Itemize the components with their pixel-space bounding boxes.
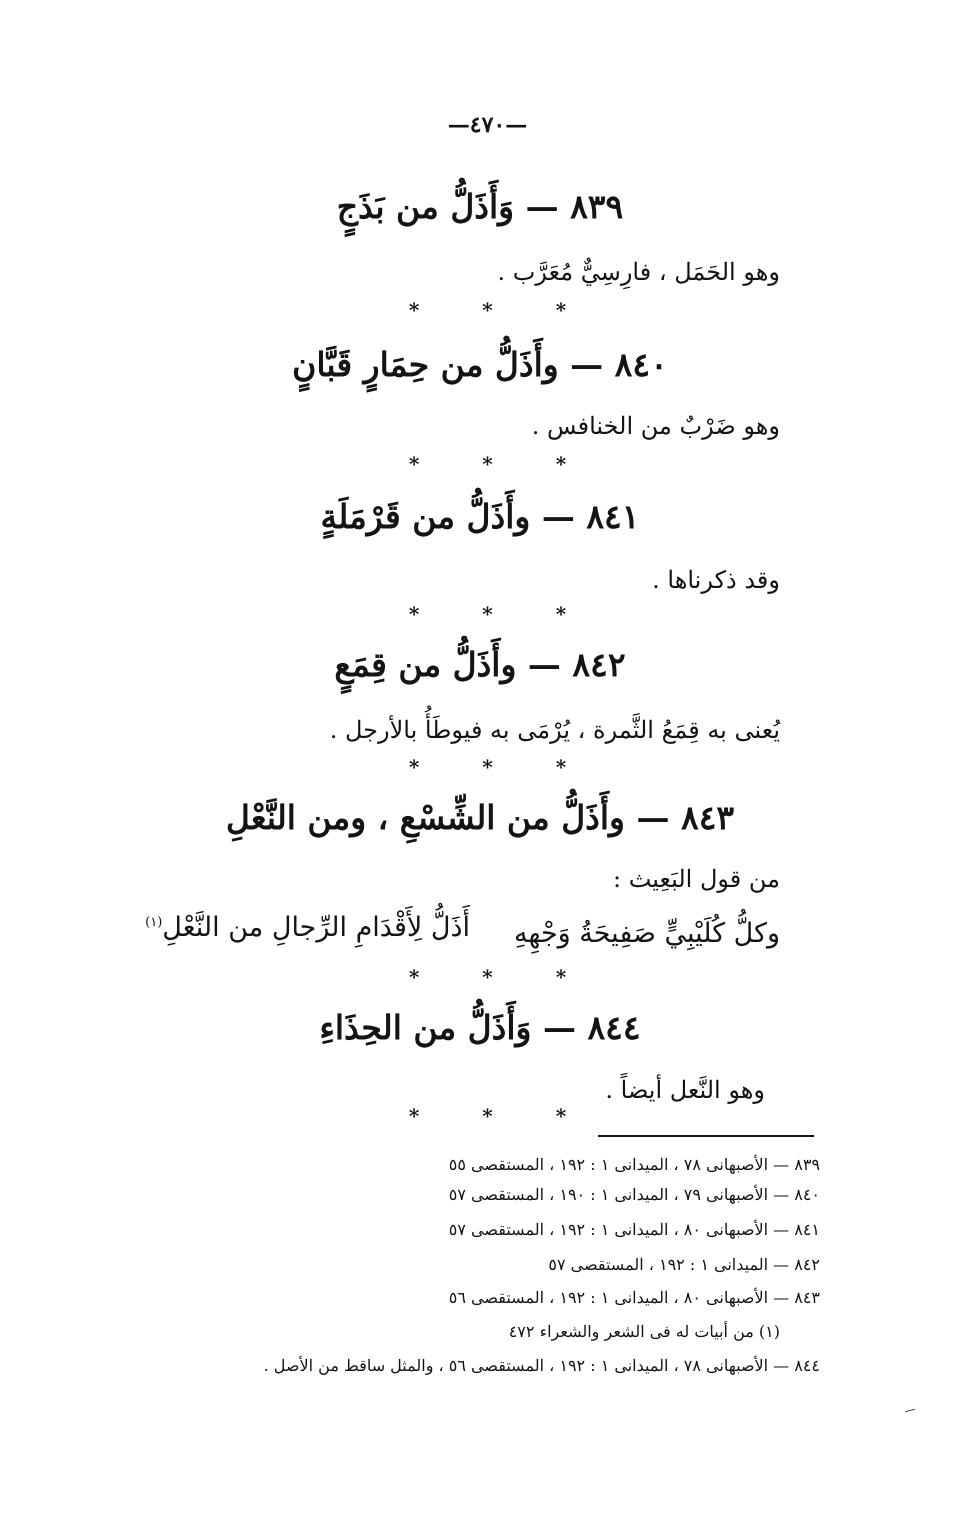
entry-heading-844: ٨٤٤ — وَأَذَلُّ من الحِذَاءِ bbox=[319, 1008, 641, 1047]
separator-stars: * * * bbox=[408, 298, 595, 322]
separator-stars: * * * bbox=[408, 965, 595, 989]
separator-stars: * * * bbox=[408, 452, 595, 476]
footnote-marker: (١) bbox=[145, 915, 163, 930]
page-number: —٤٧٠— bbox=[447, 112, 528, 138]
ink-mark bbox=[905, 1409, 915, 1413]
footnote-line: ٨٤٢ — الميدانى ١ : ١٩٢ ، المستقصى ٥٧ bbox=[548, 1255, 820, 1274]
verse-first-hemistich: وكلُّ كُلَيْبِيٍّ صَفِيحَةُ وَجْهِهِ bbox=[514, 918, 780, 949]
footnote-line: ٨٤٠ — الأصبهانى ٧٩ ، الميدانى ١ : ١٩٠ ، المستقصى ٥٧ bbox=[448, 1185, 820, 1204]
footnote-line: (١) من أبيات له فى الشعر والشعراء ٤٧٢ bbox=[508, 1322, 780, 1341]
entry-heading-843: ٨٤٣ — وأَذَلُّ من الشِّسْعِ ، ومن النَّعْلِ bbox=[225, 798, 735, 837]
entry-text-840: وهو ضَرْبٌ من الخنافس . bbox=[531, 412, 780, 440]
footnote-rule bbox=[598, 1135, 814, 1137]
separator-stars: * * * bbox=[408, 1104, 595, 1128]
footnote-line: ٨٣٩ — الأصبهانى ٧٨ ، الميدانى ١ : ١٩٢ ، المستقصى ٥٥ bbox=[448, 1155, 820, 1174]
footnote-line: ٨٤١ — الأصبهانى ٨٠ ، الميدانى ١ : ١٩٢ ، المستقصى ٥٧ bbox=[448, 1220, 820, 1239]
separator-stars: * * * bbox=[408, 755, 595, 779]
entry-text-839: وهو الحَمَل ، فارِسِيٌّ مُعَرَّب . bbox=[497, 258, 780, 286]
entry-text-841: وقد ذكرناها . bbox=[652, 566, 780, 594]
entry-heading-840: ٨٤٠ — وأَذَلُّ من حِمَارٍ قَبَّانٍ bbox=[292, 345, 668, 384]
verse-second-hemistich-text: أَذَلُّ لِأَقْدَامِ الرِّجالِ من النَّعْلِ bbox=[162, 912, 470, 943]
entry-heading-839: ٨٣٩ — وَأَذَلُّ من بَذَجٍ bbox=[336, 187, 624, 226]
entry-heading-841: ٨٤١ — وأَذَلُّ من قَرْمَلَةٍ bbox=[320, 497, 640, 536]
footnote-line: ٨٤٣ — الأصبهانى ٨٠ ، الميدانى ١ : ١٩٢ ، المستقصى ٥٦ bbox=[448, 1288, 820, 1307]
entry-heading-842: ٨٤٢ — وأَذَلُّ من قِمَعٍ bbox=[334, 645, 626, 684]
verse-second-hemistich bbox=[130, 912, 470, 943]
separator-stars: * * * bbox=[408, 602, 595, 626]
entry-text-844: وهو النَّعل أيضاً . bbox=[605, 1076, 765, 1104]
verse-line bbox=[470, 918, 780, 949]
footnote-line: ٨٤٤ — الأصبهانى ٧٨ ، الميدانى ١ : ١٩٢ ، المستقصى ٥٦ ، والمثل ساقط من الأصل . bbox=[263, 1356, 820, 1375]
entry-text-843: من قول البَعِيث : bbox=[612, 865, 780, 893]
entry-text-842: يُعنى به قِمَعُ الثَّمرة ، يُرْمَى به فيوطَأُ بالأرجل . bbox=[329, 716, 780, 744]
